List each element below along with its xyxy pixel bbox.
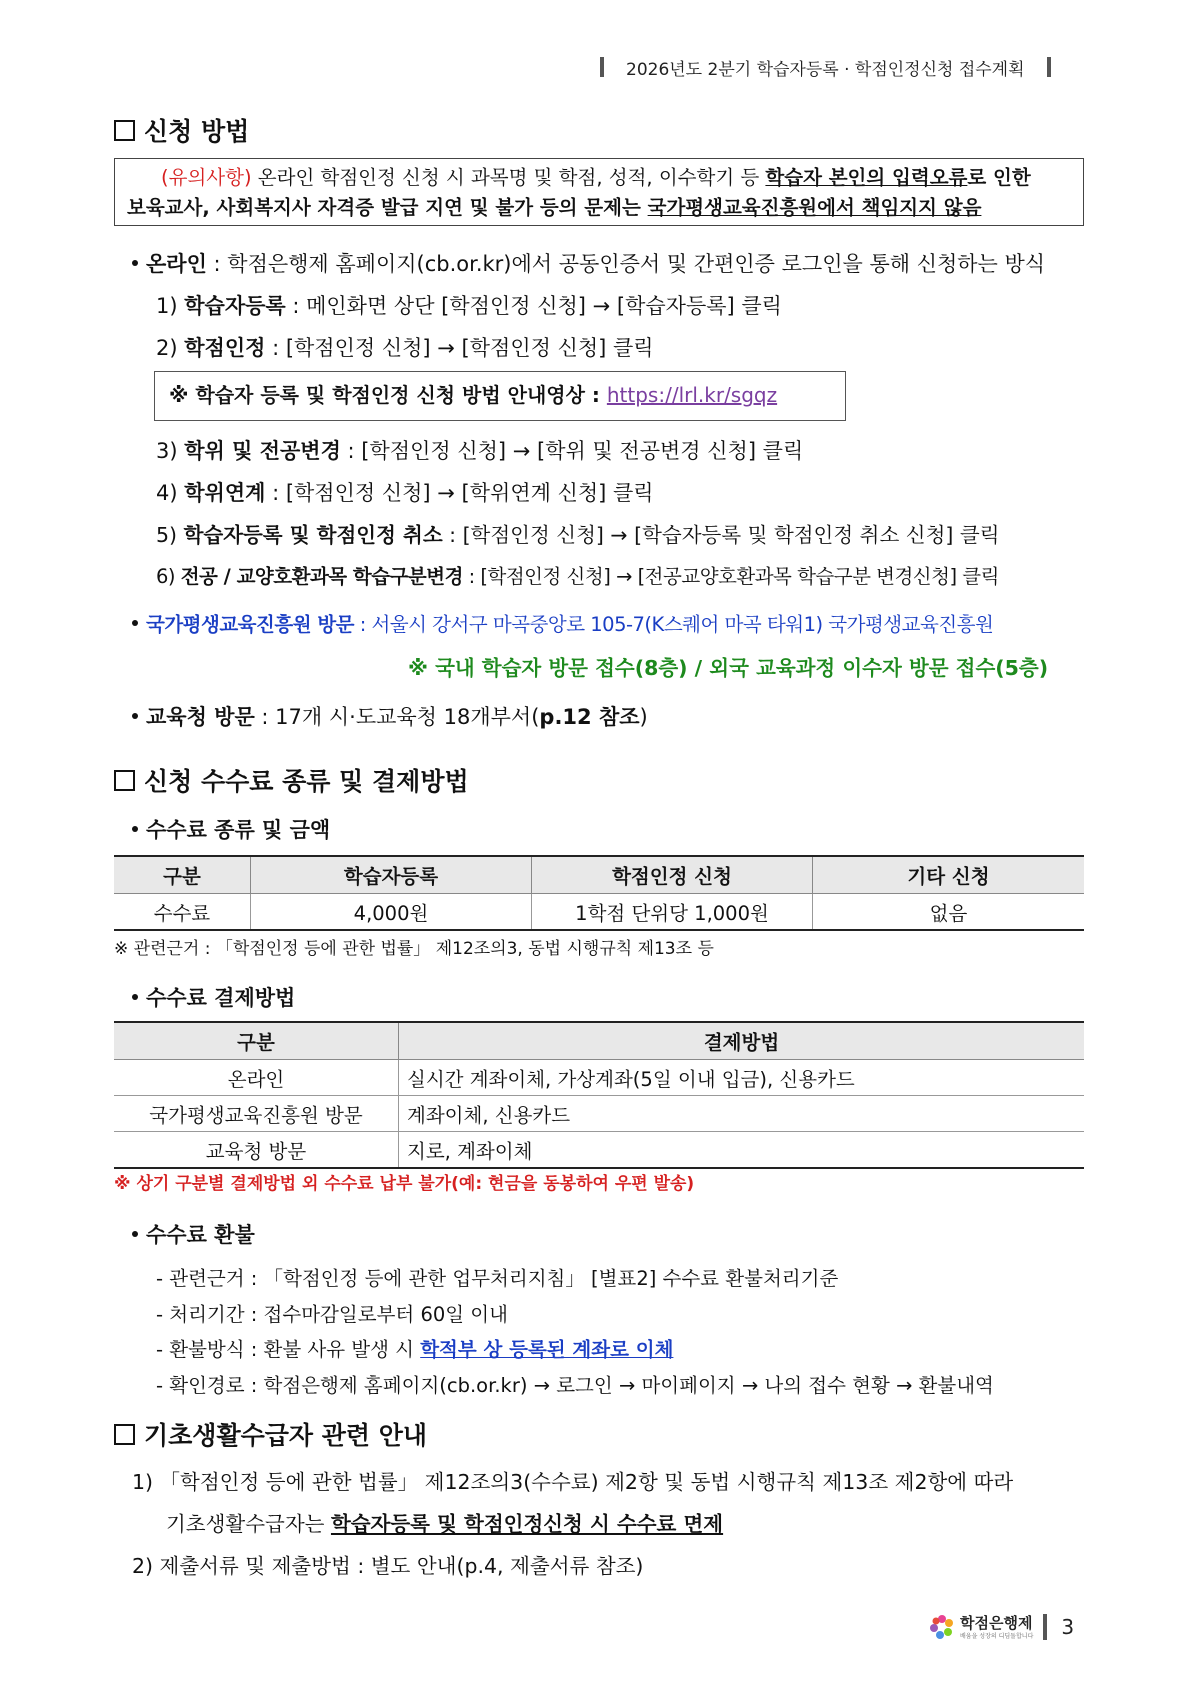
step-label: 전공 / 교양호환과목 학습구분변경 (180, 565, 463, 588)
fee-types-table (114, 855, 1084, 931)
logo-text: 학점은행제 (960, 1613, 1033, 1632)
step-6 (156, 562, 999, 592)
section-title-text: 신청 수수료 종류 및 결제방법 (144, 767, 469, 796)
section-title-basic-livelihood (114, 1416, 427, 1452)
table-header-cell: 구분 (114, 856, 251, 894)
table-cell: 수수료 (114, 894, 251, 931)
section-title-text: 기초생활수급자 관련 안내 (144, 1421, 428, 1450)
step-text: : 메인화면 상단 [학점인정 신청] → [학습자등록] 클릭 (285, 294, 782, 318)
table-row (114, 894, 1084, 931)
refund-item-2: - 처리기간 : 접수마감일로부터 60일 이내 (156, 1303, 508, 1326)
bullet-dot-icon (132, 994, 138, 1000)
header-title: 2026년도 2분기 학습자등록 · 학점인정신청 접수계획 (626, 59, 1025, 80)
refund-account-link: 학적부 상 등록된 계좌로 이체 (420, 1338, 674, 1361)
logo (928, 1613, 1033, 1641)
table-cell: 국가평생교육진흥원 방문 (114, 1096, 399, 1132)
table-header-cell: 학습자등록 (251, 856, 532, 894)
step-num: 5) (156, 523, 178, 547)
step-text: : [학점인정 신청] → [학위 및 전공변경 신청] 클릭 (340, 439, 804, 463)
step-text: : [학점인정 신청] → [학점인정 신청] 클릭 (265, 336, 654, 360)
table-header-cell: 구분 (114, 1022, 399, 1060)
notice-line-1 (127, 163, 1071, 193)
bullet-dot-icon (132, 260, 138, 266)
refund-item-text: - 환불방식 : 환불 사유 발생 시 (156, 1338, 421, 1361)
basic-item-2: 2) 제출서류 및 제출방법 : 별도 안내(p.4, 제출서류 참조) (132, 1554, 644, 1578)
checkbox-square-icon (114, 770, 135, 791)
notice-bold-2: 로 인한 (967, 166, 1031, 189)
step-4 (156, 478, 654, 508)
step-text: : [학점인정 신청] → [전공교양호환과목 학습구분 변경신청] 클릭 (462, 565, 999, 588)
step-1 (156, 291, 782, 321)
office-end: ) (639, 705, 648, 729)
office-text: : 17개 시·도교육청 18개부서( (254, 705, 540, 729)
subtitle-text: 수수료 결제방법 (146, 986, 296, 1010)
section-title-text: 신청 방법 (144, 117, 250, 146)
table-cell: 4,000원 (251, 894, 532, 931)
online-text: : 학점은행제 홈페이지(cb.or.kr)에서 공동인증서 및 간편인증 로그인을 통해 신청하는 방식 (206, 252, 1046, 276)
step-label: 학위연계 (184, 481, 266, 505)
table-row (114, 1060, 1084, 1096)
flower-logo-icon (928, 1613, 956, 1641)
fee-types-subtitle (132, 815, 330, 845)
payment-subtitle (132, 983, 295, 1013)
video-guide-box (154, 371, 846, 421)
page-footer (928, 1607, 1088, 1647)
checkbox-square-icon (114, 1424, 135, 1445)
refund-item-1: - 관련근거 : 「학점인정 등에 관한 업무처리지침」 [별표2] 수수료 환불처리기준 (156, 1267, 839, 1290)
notice-box (114, 158, 1084, 226)
notice-line2b: 국가평생교육진흥원에서 책임지지 않음 (647, 196, 982, 219)
logo-subtext: 배움을 성장의 디딤돌합니다 (960, 1632, 1034, 1640)
notice-text-1: 온라인 학점인정 신청 시 과목명 및 학점, 성적, 이수학기 등 (251, 166, 766, 189)
basic-item-1b-text: 기초생활수급자는 (166, 1512, 331, 1536)
basic-item-1a: 1) 「학점인정 등에 관한 법률」 제12조의3(수수료) 제2항 및 동법 시행규칙 제13조 제2항에 따라 (132, 1470, 1014, 1494)
step-label: 학위 및 전공변경 (184, 439, 341, 463)
basic-item-1b (166, 1509, 723, 1539)
step-num: 3) (156, 439, 178, 463)
step-label: 학습자등록 및 학점인정 취소 (183, 523, 443, 547)
footer-bar (1043, 1614, 1047, 1640)
table-cell: 지로, 계좌이체 (399, 1132, 1085, 1169)
table-cell: 실시간 계좌이체, 가상계좌(5일 이내 입금), 신용카드 (399, 1060, 1085, 1096)
notice-line2a: 보육교사, 사회복지사 자격증 발급 지연 및 불가 등의 문제는 (127, 196, 648, 219)
payment-table-wrap (114, 1021, 1084, 1169)
step-num: 6) (156, 565, 176, 588)
office-bold: p.12 참조 (539, 705, 640, 729)
basic-item-1b-bold: 학습자등록 및 학점인정신청 시 수수료 면제 (330, 1512, 724, 1536)
visit-bullet (132, 610, 993, 640)
step-5 (156, 520, 1000, 550)
bullet-dot-icon (132, 713, 138, 719)
table-cell: 온라인 (114, 1060, 399, 1096)
subtitle-text: 수수료 종류 및 금액 (146, 818, 331, 842)
bullet-dot-icon (132, 1231, 138, 1237)
section-title-apply-method (114, 112, 249, 148)
visit-text: : 서울시 강서구 마곡중앙로 105-7(K스퀘어 마곡 타워1) 국가평생교육진흥원 (354, 613, 994, 636)
online-bullet (132, 249, 1045, 279)
office-bullet (132, 702, 648, 732)
table-header-cell: 기타 신청 (813, 856, 1085, 894)
notice-line-2 (127, 193, 1071, 223)
table-row (114, 1132, 1084, 1169)
page-number: 3 (1061, 1615, 1075, 1639)
header-bar-left (600, 57, 604, 77)
online-label: 온라인 (146, 252, 207, 276)
visit-note: ※ 국내 학습자 방문 접수(8층) / 외국 교육과정 이수자 방문 접수(5층) (408, 656, 1049, 680)
video-guide-text: ※ 학습자 등록 및 학점인정 신청 방법 안내영상 : (169, 383, 607, 407)
table-row (114, 1096, 1084, 1132)
step-text: : [학점인정 신청] → [학습자등록 및 학점인정 취소 신청] 클릭 (442, 523, 1000, 547)
table-cell: 계좌이체, 신용카드 (399, 1096, 1085, 1132)
table-header-cell: 학점인정 신청 (532, 856, 813, 894)
bullet-dot-icon (132, 620, 138, 626)
video-guide-link[interactable]: https://lrl.kr/sgqz (606, 383, 778, 407)
subtitle-text: 수수료 환불 (146, 1223, 255, 1247)
refund-item-4: - 확인경로 : 학점은행제 홈페이지(cb.or.kr) → 로그인 → 마이페이지 → 나의 접수 현황 → 환불내역 (156, 1374, 994, 1397)
refund-item-3 (156, 1334, 673, 1362)
payment-table (114, 1021, 1084, 1169)
checkbox-square-icon (114, 120, 135, 141)
notice-bold-1: 학습자 본인의 입력오류 (765, 166, 968, 189)
section-title-fees (114, 762, 469, 798)
page-header (600, 52, 1080, 82)
payment-warning: ※ 상기 구분별 결제방법 외 수수료 납부 불가(예: 현금을 동봉하여 우편 발송) (114, 1174, 695, 1194)
bullet-dot-icon (132, 826, 138, 832)
step-num: 2) (156, 336, 178, 360)
table-cell: 교육청 방문 (114, 1132, 399, 1169)
visit-label: 국가평생교육진흥원 방문 (146, 613, 354, 636)
notice-prefix: (유의사항) (161, 166, 252, 189)
step-label: 학습자등록 (184, 294, 286, 318)
office-label: 교육청 방문 (146, 705, 255, 729)
step-label: 학점인정 (184, 336, 266, 360)
step-3 (156, 436, 803, 466)
step-num: 1) (156, 294, 178, 318)
table-cell: 1학점 단위당 1,000원 (532, 894, 813, 931)
table-header-cell: 결제방법 (399, 1022, 1085, 1060)
step-2 (156, 333, 654, 363)
refund-subtitle (132, 1220, 255, 1250)
step-text: : [학점인정 신청] → [학위연계 신청] 클릭 (265, 481, 654, 505)
table-cell: 없음 (813, 894, 1085, 931)
table-header-row (114, 1022, 1084, 1060)
fee-types-table-wrap (114, 855, 1084, 931)
fee-legal-note: ※ 관련근거 : 「학점인정 등에 관한 법률」 제12조의3, 동법 시행규칙 제13조 등 (114, 939, 714, 959)
table-header-row (114, 856, 1084, 894)
step-num: 4) (156, 481, 178, 505)
header-bar-right (1047, 57, 1051, 77)
